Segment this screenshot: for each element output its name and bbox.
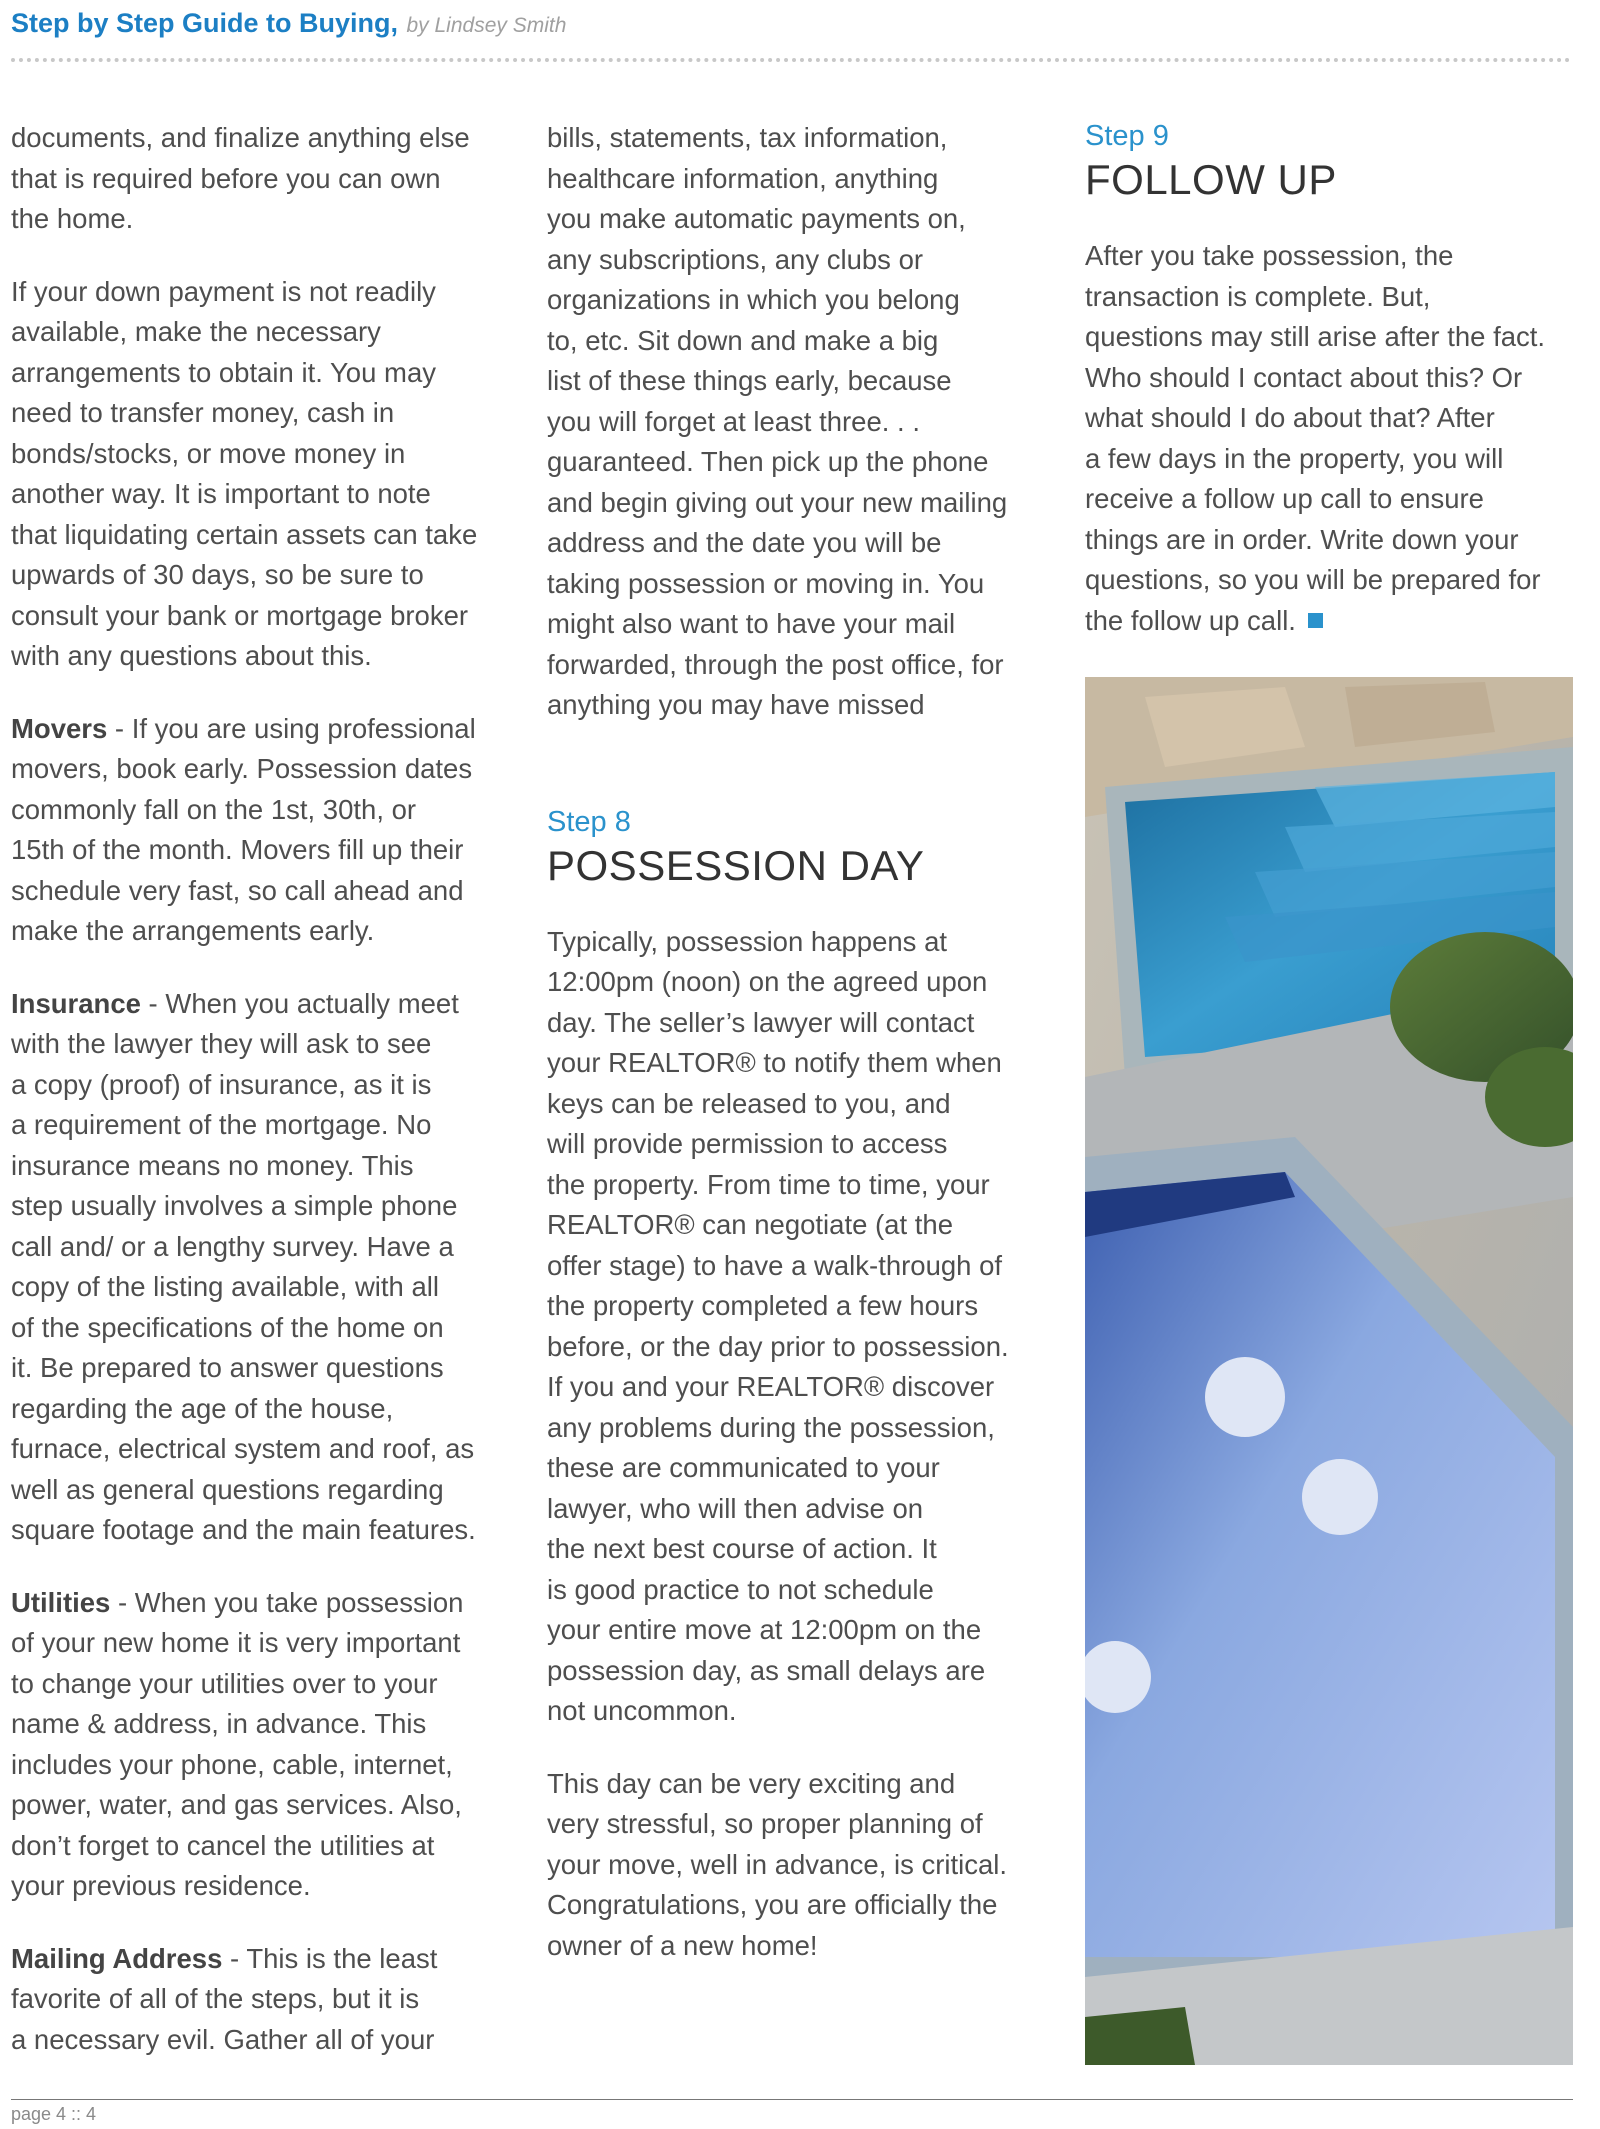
paragraph-insurance [11, 984, 511, 1551]
term-insurance: Insurance [11, 987, 141, 1019]
step-9-label: Step 9 [1085, 120, 1169, 152]
header-divider [11, 58, 1571, 62]
column-middle [547, 118, 1047, 1966]
author-byline: by Lindsey Smith [406, 14, 567, 37]
mailing-text: - This is the least favorite of all of the steps, but it is a necessary evil. Gather all of your [11, 1942, 438, 2055]
term-utilities: Utilities [11, 1586, 111, 1618]
step-8-section [547, 804, 1047, 1967]
movers-text: - If you are using professional movers, book early. Possession dates commonly fall on the 1st, 30th, or 15th of the month. Movers fill up their schedule very fast, so call ahead and make the arrangements early. [11, 712, 476, 946]
page-number: page 4 :: 4 [11, 2104, 97, 2124]
end-of-article-icon [1308, 613, 1323, 628]
paragraph-mailing-address [11, 1939, 511, 2061]
utilities-text: - When you take possession of your new home it is very important to change your utilities over to your name & address, in advance. This includes your phone, cable, internet, power, water, and gas services. Also, don’t forget to cancel the utilities at your previous residence. [11, 1586, 464, 1901]
paragraph-possession: Typically, possession happens at 12:00pm (noon) on the agreed upon day. The seller’s lawyer will contact your REALTOR® to notify them when keys can be released to you, and will provide permission to access the property. From time to time, your REALTOR® can negotiate (at the offer stage) to have a walk-through of the property completed a few hours before, or the day prior to possession. If you and your REALTOR® discover any problems during the possession, these are communicated to your lawyer, who will then advise on the next best course of action. It is good practice to not schedule your entire move at 12:00pm on the possession day, as small delays are not uncommon. [547, 925, 1009, 1726]
step-8-heading: POSSESSION DAY [547, 841, 925, 889]
column-left [11, 118, 511, 2060]
paragraph-mailing-continued: bills, statements, tax information, healthcare information, anything you make automatic payments on, any subscriptions, any clubs or organizations in which you belong to, etc. Sit down and make a big list of these things early, because you will forget at least three. . . guaranteed. Then pick up the phone and begin giving out your new mailing address and the date you will be taking possession or moving in. You might also want to have your mail forwarded, through the post office, for anything you may have missed [547, 122, 1008, 720]
paragraph-possession-closing: This day can be very exciting and very stressful, so proper planning of your move, well in advance, is critical. Congratulations, you are officially the owner of a new home! [547, 1767, 1008, 1961]
paragraph-utilities [11, 1583, 511, 1907]
document-title: Step by Step Guide to Buying, [11, 8, 399, 38]
insurance-text: - When you actually meet with the lawyer they will ask to see a copy (proof) of insurance, as it is a requirement of the mortgage. No insurance means no money. This step usually involves a simple phone call and/ or a lengthy survey. Have a copy of the listing available, with all of the specifications of the home on it. Be prepared to answer questions regarding the age of the house, furnace, electrical system and roof, as well as general questions regarding square footage and the main features. [11, 987, 476, 1545]
follow-up-text: After you take possession, the transaction is complete. But, questions may still arise after the fact. Who should I contact about this? Or what should I do about that? After a few days in the property, you will receive a follow up call to ensure things are in order. Write down your questions, so you will be prepared for the follow up call. [1085, 240, 1546, 636]
step-8-label: Step 8 [547, 805, 631, 838]
step-9-heading: FOLLOW UP [1085, 156, 1337, 203]
footer-divider [11, 2099, 1573, 2100]
paragraph-movers [11, 709, 511, 952]
pool-photo [1085, 677, 1573, 2065]
term-mailing-address: Mailing Address [11, 1942, 223, 1974]
paragraph-finalize: documents, and finalize anything else that is required before you can own the home. [11, 122, 470, 234]
term-movers: Movers [11, 712, 108, 744]
pool-illustration-icon [1085, 677, 1573, 2065]
paragraph-down-payment: If your down payment is not readily available, make the necessary arrangements to obtain it. You may need to transfer money, cash in bonds/stocks, or move money in another way. It is important to note that liquidating certain assets can take upwards of 30 days, so be sure to consult your bank or mortgage broker with any questions about this. [11, 275, 478, 671]
page-header [11, 8, 1580, 48]
column-right [1085, 118, 1585, 641]
paragraph-follow-up [1085, 236, 1585, 641]
